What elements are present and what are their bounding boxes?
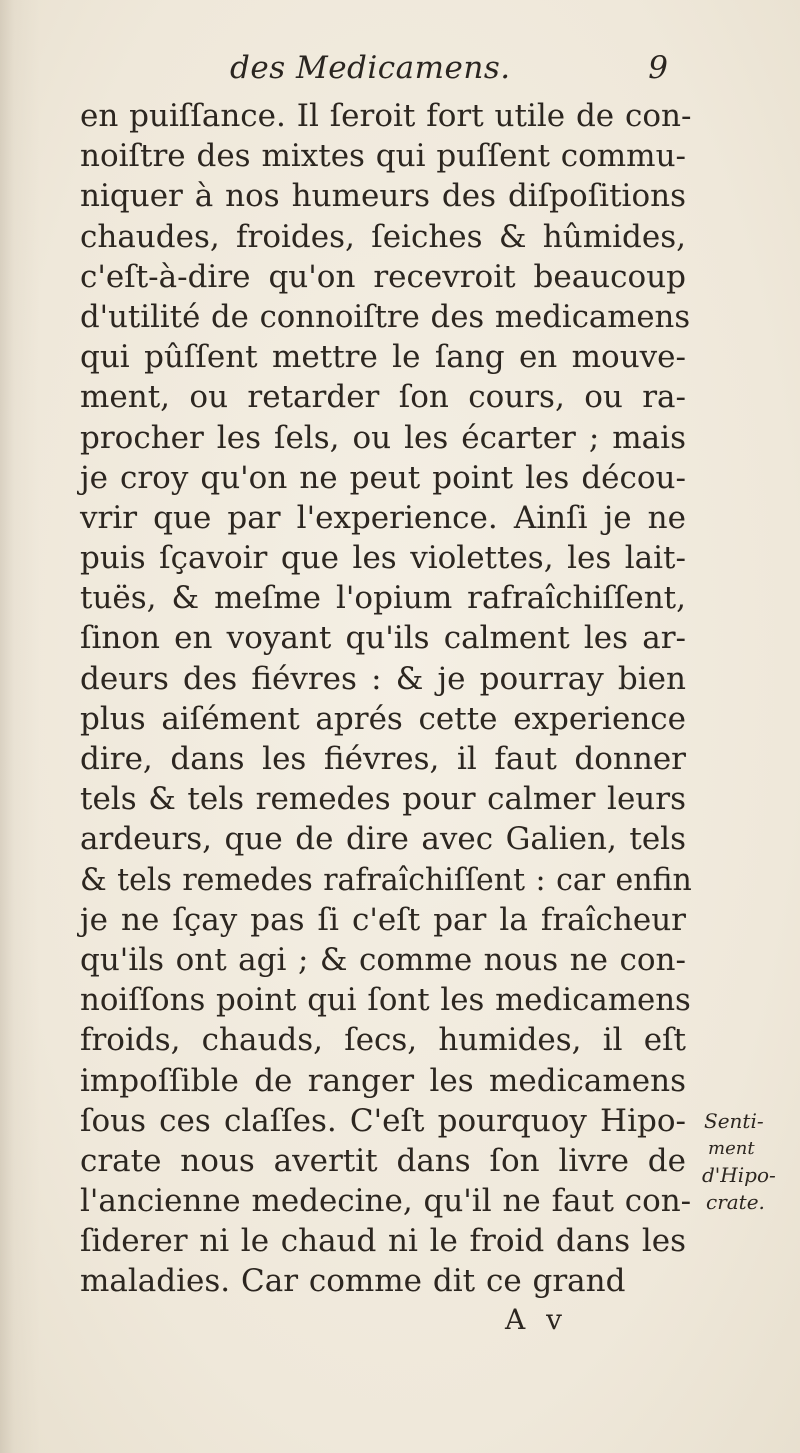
text-line: d'utilité de connoiſtre des medicamens — [80, 298, 691, 335]
text-line: impoſſible de ranger les medicamens — [80, 1062, 686, 1099]
text-line: ſous ces claſſes. C'eſt pourquoy Hipo- — [80, 1102, 686, 1139]
body-text — [80, 96, 692, 1302]
signature-mark: A v — [505, 1303, 568, 1336]
text-line: & tels remedes rafraîchiſſent : car enfin — [80, 861, 692, 898]
text-line: ſiderer ni le chaud ni le froid dans les — [80, 1223, 686, 1260]
margin-note — [702, 1108, 792, 1216]
text-line: c'eſt-à-dire qu'on recevroit beaucoup — [80, 258, 686, 295]
text-line: plus aiſément aprés cette experience — [80, 700, 686, 737]
text-line: ment, ou retarder ſon cours, ou ra- — [80, 379, 686, 416]
text-line: crate nous avertit dans ſon livre de — [80, 1142, 686, 1179]
text-line: tels & tels remedes pour calmer leurs — [80, 781, 686, 818]
running-title: des Medicamens. — [230, 50, 511, 86]
text-line: qui pûſſent mettre le ſang en mouve- — [80, 339, 686, 376]
text-line: noiſtre des mixtes qui puſſent commu- — [80, 138, 687, 175]
margin-note-line: Senti- — [704, 1109, 764, 1133]
text-line: ſinon en voyant qu'ils calment les ar- — [80, 620, 686, 657]
text-line: deurs des fiévres : & je pourray bien — [80, 660, 686, 697]
margin-note-line: crate. — [706, 1190, 765, 1214]
text-line: dire, dans les fiévres, il faut donner — [80, 741, 686, 777]
text-line: puis ſçavoir que les violettes, les lait- — [80, 540, 686, 577]
text-line: je ne ſçay pas ſi c'eſt par la fraîcheur — [80, 901, 686, 938]
text-line: vrir que par l'experience. Ainſi je ne — [80, 499, 686, 536]
page-number: 9 — [648, 50, 668, 86]
text-line: tuës, & meſme l'opium rafraîchiſſent, — [80, 580, 686, 617]
text-line: procher les ſels, ou les écarter ; mais — [80, 419, 686, 456]
text-line: qu'ils ont agi ; & comme nous ne con- — [80, 941, 686, 978]
text-line: froids, chauds, ſecs, humides, il eſt — [80, 1022, 686, 1059]
text-line: chaudes, froides, ſeiches & hûmides, — [80, 218, 686, 255]
text-line last-line: maladies. Car comme dit ce grand — [80, 1263, 626, 1300]
text-line: l'ancienne medecine, qu'il ne faut con- — [80, 1183, 692, 1220]
text-line: noiſſons point qui ſont les medicamens — [80, 982, 691, 1019]
margin-note-line: d'Hipo- — [702, 1163, 776, 1187]
text-line: niquer à nos humeurs des diſpoſitions — [80, 178, 686, 215]
text-line: je croy qu'on ne peut point les décou- — [80, 459, 686, 496]
text-line: ardeurs, que de dire avec Galien, tels — [80, 821, 686, 858]
text-line: en puiſſance. Il ſeroit fort utile de con- — [80, 98, 692, 134]
running-head — [80, 50, 680, 100]
margin-note-line: ment — [708, 1138, 755, 1159]
